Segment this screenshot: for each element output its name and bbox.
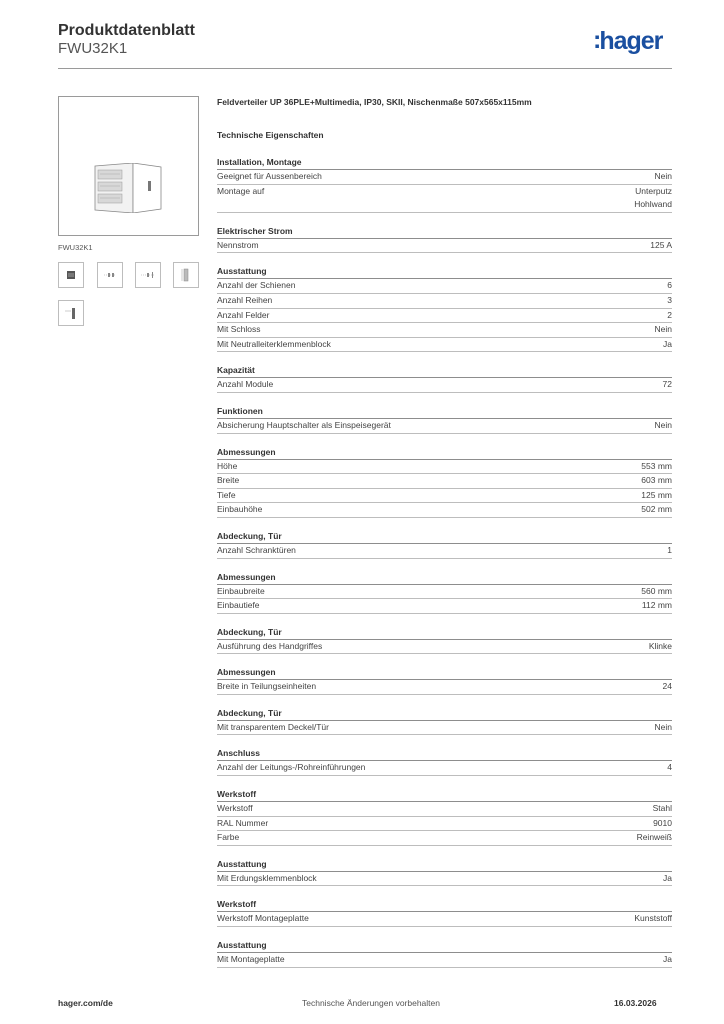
spec-row [217,323,672,338]
footer-date: 16.03.2026 [614,998,657,1008]
spec-value-line: 4 [667,762,672,773]
spec-group [217,666,672,695]
spec-label: Breite [217,475,240,486]
spec-label: Anzahl Reihen [217,294,273,305]
thumbnail-cabinet-front[interactable] [58,262,84,288]
spec-value [641,585,672,599]
spec-row [217,761,672,776]
spec-label: Anzahl Schranktüren [217,544,296,555]
header-divider [58,68,672,69]
spec-label: RAL Nummer [217,817,269,828]
spec-group [217,747,672,776]
logo-text: hager [599,27,663,55]
spec-label: Einbauhöhe [217,504,263,515]
spec-value-line: Klinke [648,640,672,651]
spec-group [217,265,672,352]
distribution-cabinet-icon [93,163,163,213]
spec-value-line: Nein [654,324,672,335]
specifications-table [217,156,672,980]
spec-value [663,378,672,392]
thumbnail-detail-1[interactable] [97,262,123,288]
spec-value-line: Hohlwand [634,199,672,210]
spec-row [217,817,672,832]
product-image-caption: FWU32K1 [58,243,93,252]
spec-value-line: Nein [654,171,672,181]
spec-row [217,338,672,353]
spec-group-title: Ausstattung [217,939,672,953]
spec-value-line: 560 mm [641,585,672,596]
spec-group-title: Werkstoff [217,898,672,912]
spec-group-title: Funktionen [217,405,672,419]
spec-group [217,939,672,968]
spec-label: Werkstoff [217,803,253,814]
product-code: FWU32K1 [58,40,128,57]
spec-group-title: Abdeckung, Tür [217,530,672,544]
spec-label: Anzahl Module [217,379,274,390]
spec-row [217,460,672,475]
logo-colon-icon: : [593,26,601,54]
spec-label: Einbaubreite [217,585,265,596]
spec-row [217,912,672,927]
spec-label: Tiefe [217,489,236,500]
spec-group-title: Installation, Montage [217,156,672,170]
hager-logo[interactable] [593,26,663,55]
spec-value-line: 502 mm [641,504,672,515]
spec-label: Breite in Teilungseinheiten [217,681,317,692]
spec-value-line: 603 mm [641,475,672,486]
side-view-icon [174,263,198,287]
spec-group-title: Elektrischer Strom [217,225,672,239]
spec-row [217,378,672,393]
spec-group [217,858,672,887]
spec-row [217,185,672,213]
spec-label: Ausführung des Handgriffes [217,640,323,651]
spec-value-line: Ja [663,872,672,883]
spec-row [217,640,672,655]
spec-label: Werkstoff Montageplatte [217,913,309,924]
spec-group [217,156,672,213]
spec-value-line: 3 [667,294,672,305]
spec-row [217,503,672,518]
spec-value [667,279,672,293]
spec-value-line: 1 [667,544,672,555]
mount-view-icon [59,301,83,325]
spec-group-title: Ausstattung [217,265,672,279]
spec-row [217,721,672,736]
spec-group [217,571,672,614]
spec-row [217,872,672,887]
spec-value [641,460,672,474]
spec-row [217,294,672,309]
spec-row [217,279,672,294]
spec-row [217,309,672,324]
spec-row [217,599,672,614]
spec-value-line: Ja [663,338,672,349]
spec-value [663,338,672,352]
spec-group [217,446,672,518]
spec-value [641,474,672,488]
spec-group-title: Anschluss [217,747,672,761]
spec-group [217,225,672,254]
spec-value-line: 9010 [653,817,672,828]
spec-value [634,912,672,926]
spec-group-title: Kapazität [217,364,672,378]
spec-label: Absicherung Hauptschalter als Einspeisegerät [217,419,391,430]
dimension-drawing-icon [136,263,160,287]
spec-label: Anzahl der Schienen [217,280,296,291]
thumbnail-side-view[interactable] [173,262,199,288]
spec-group [217,530,672,559]
spec-row [217,585,672,600]
spec-value-line: Nein [654,721,672,732]
spec-row [217,953,672,968]
spec-group [217,788,672,846]
spec-value [649,640,672,654]
spec-value [663,680,672,694]
spec-label: Mit Montageplatte [217,954,285,965]
spec-label: Mit Schloss [217,324,261,335]
spec-row [217,544,672,559]
spec-value-line: Nein [654,419,672,430]
spec-value-line: 24 [662,681,672,692]
spec-value [653,802,672,816]
spec-row [217,170,672,185]
spec-value-line: Stahl [652,803,672,814]
spec-value-line: Kunststoff [634,913,672,924]
cabinet-front-icon [59,263,83,287]
spec-row [217,419,672,434]
spec-value [655,721,672,735]
spec-row [217,680,672,695]
product-description: Feldverteiler UP 36PLE+Multimedia, IP30, SKII, Nischenmaße 507x565x115mm [217,97,532,107]
spec-value [642,599,672,613]
spec-value [653,817,672,831]
spec-row [217,831,672,846]
spec-group [217,898,672,927]
spec-value-line: 6 [667,280,672,291]
spec-group [217,626,672,655]
spec-group-title: Werkstoff [217,788,672,802]
spec-value-line: 125 A [650,239,672,250]
product-image[interactable] [58,96,199,236]
spec-group-title: Abmessungen [217,666,672,680]
spec-value [641,503,672,517]
spec-label: Mit Erdungsklemmenblock [217,872,317,883]
spec-group-title: Ausstattung [217,858,672,872]
spec-value [667,294,672,308]
spec-value [655,419,672,433]
spec-label: Montage auf [217,185,265,196]
spec-label: Mit Neutralleiterklemmenblock [217,338,331,349]
footer-notice: Technische Änderungen vorbehalten [302,998,440,1008]
footer-website-link[interactable]: hager.com/de [58,998,113,1008]
spec-value-line: 112 mm [641,600,672,611]
thumbnail-detail-2[interactable] [135,262,161,288]
spec-value [663,872,672,886]
spec-group-title: Abdeckung, Tür [217,626,672,640]
spec-value [667,544,672,558]
spec-value [641,489,672,503]
spec-value [655,170,672,184]
spec-label: Anzahl Felder [217,309,270,320]
spec-value-line: 125 mm [641,489,672,500]
spec-value-line: Ja [663,954,672,965]
spec-value [637,831,672,845]
spec-label: Nennstrom [217,239,259,250]
thumbnail-mount[interactable] [58,300,84,326]
spec-value-line: 553 mm [641,460,672,471]
spec-label: Anzahl der Leitungs-/Rohreinführungen [217,762,366,773]
spec-value [634,185,672,212]
spec-value-line: Reinweiß [636,832,672,843]
spec-label: Geeignet für Aussenbereich [217,171,322,181]
dimension-drawing-icon [98,263,122,287]
spec-row [217,802,672,817]
spec-row [217,474,672,489]
spec-group-title: Abmessungen [217,571,672,585]
spec-group-title: Abmessungen [217,446,672,460]
spec-value [655,323,672,337]
spec-value [663,953,672,967]
spec-value-line: 72 [662,379,672,390]
spec-row [217,239,672,254]
spec-label: Höhe [217,460,238,471]
spec-label: Einbautiefe [217,600,260,611]
page-title: Produktdatenblatt [58,22,195,39]
spec-row [217,489,672,504]
spec-group-title: Abdeckung, Tür [217,707,672,721]
spec-value [650,239,672,253]
spec-group [217,405,672,434]
spec-value-line: Unterputz [635,185,672,196]
spec-label: Mit transparentem Deckel/Tür [217,721,329,732]
spec-value [667,309,672,323]
spec-value-line: 2 [667,309,672,320]
spec-value [667,761,672,775]
spec-label: Farbe [217,832,240,843]
spec-group [217,364,672,393]
section-title: Technische Eigenschaften [217,130,324,140]
spec-group [217,707,672,736]
